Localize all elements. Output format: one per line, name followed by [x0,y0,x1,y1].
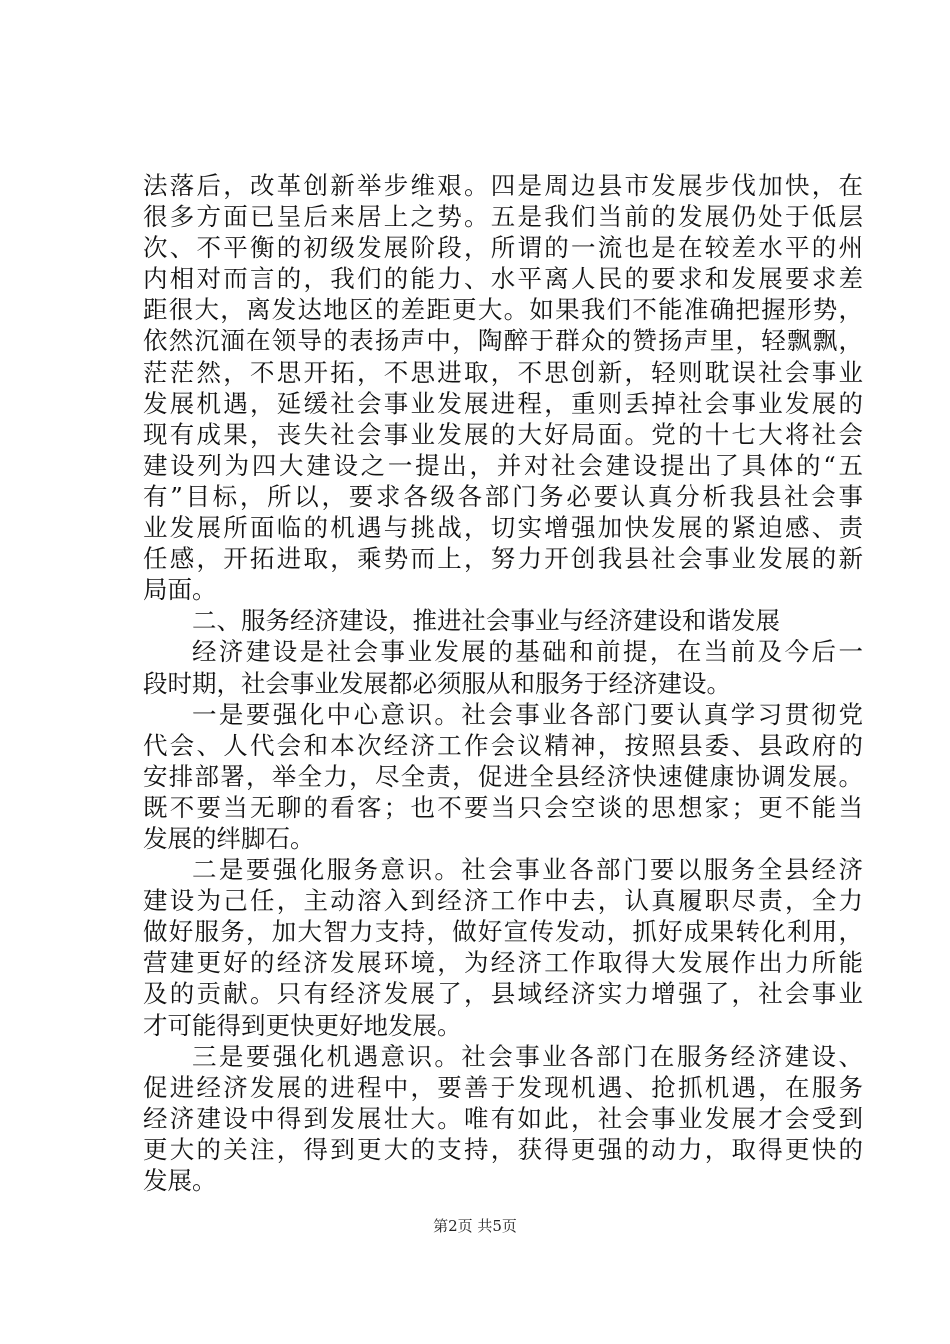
text-line: 法落后，改革创新举步维艰。四是周边县市发展步伐加快，在 [143,171,863,200]
text-line: 更大的关注，得到更大的支持，获得更强的动力，取得更快的 [143,1134,863,1164]
text-line: 内相对而言的，我们的能力、水平离人民的要求和发展要求差 [143,264,863,294]
text-line: 很多方面已呈后来居上之势。五是我们当前的发展仍处于低层 [143,202,863,232]
text-line: 业发展所面临的机遇与挑战，切实增强加快发展的紧迫感、责 [143,513,863,543]
text-line: 有”目标，所以，要求各级各部门务必要认真分析我县社会事 [143,481,863,511]
text-line: 经济建设中得到发展壮大。唯有如此，社会事业发展才会受到 [143,1103,863,1133]
text-line: 茫茫然，不思开拓，不思进取，不思创新，轻则耽误社会事业 [143,357,863,387]
text-line: 既不要当无聊的看客；也不要当只会空谈的思想家；更不能当 [143,792,863,822]
section-heading: 二、服务经济建设，推进社会事业与经济建设和谐发展 [192,606,780,636]
text-line: 建设为己任，主动溶入到经济工作中去，认真履职尽责，全力 [143,886,863,916]
text-line: 发展机遇，延缓社会事业发展进程，重则丢掉社会事业发展的 [143,388,863,418]
page-number-footer: 第2页 共5页 [433,1217,517,1235]
text-line: 安排部署，举全力，尽全责，促进全县经济快速健康协调发展。 [143,761,863,791]
text-line: 任感，开拓进取，乘势而上，努力开创我县社会事业发展的新 [143,544,863,574]
text-line: 营建更好的经济发展环境，为经济工作取得大发展作出力所能 [143,948,863,978]
text-line: 三是要强化机遇意识。社会事业各部门在服务经济建设、 [192,1041,863,1071]
text-line: 做好服务，加大智力支持，做好宣传发动，抓好成果转化利用， [143,917,863,947]
text-line: 代会、人代会和本次经济工作会议精神，按照县委、县政府的 [143,730,863,760]
text-line: 发展的绊脚石。 [143,823,315,853]
text-line: 现有成果，丧失社会事业发展的大好局面。党的十七大将社会 [143,419,863,449]
text-line: 段时期，社会事业发展都必须服从和服务于经济建设。 [143,668,731,698]
text-line: 次、不平衡的初级发展阶段，所谓的一流也是在较差水平的州 [143,233,863,263]
text-line: 及的贡献。只有经济发展了，县域经济实力增强了，社会事业 [143,979,863,1009]
text-line: 依然沉湎在领导的表扬声中，陶醉于群众的赞扬声里，轻飘飘， [143,326,863,356]
text-line: 促进经济发展的进程中，要善于发现机遇、抢抓机遇，在服务 [143,1072,863,1102]
text-line: 距很大，离发达地区的差距更大。如果我们不能准确把握形势， [143,295,863,325]
text-line: 一是要强化中心意识。社会事业各部门要认真学习贯彻党 [192,699,863,729]
text-line: 发展。 [143,1166,217,1195]
document-body [143,170,863,1196]
text-line: 才可能得到更快更好地发展。 [143,1010,462,1040]
text-line: 局面。 [143,575,217,605]
text-line: 二是要强化服务意识。社会事业各部门要以服务全县经济 [192,855,863,885]
text-line: 建设列为四大建设之一提出，并对社会建设提出了具体的“五 [143,450,863,480]
text-line: 经济建设是社会事业发展的基础和前提，在当前及今后一 [192,637,863,667]
